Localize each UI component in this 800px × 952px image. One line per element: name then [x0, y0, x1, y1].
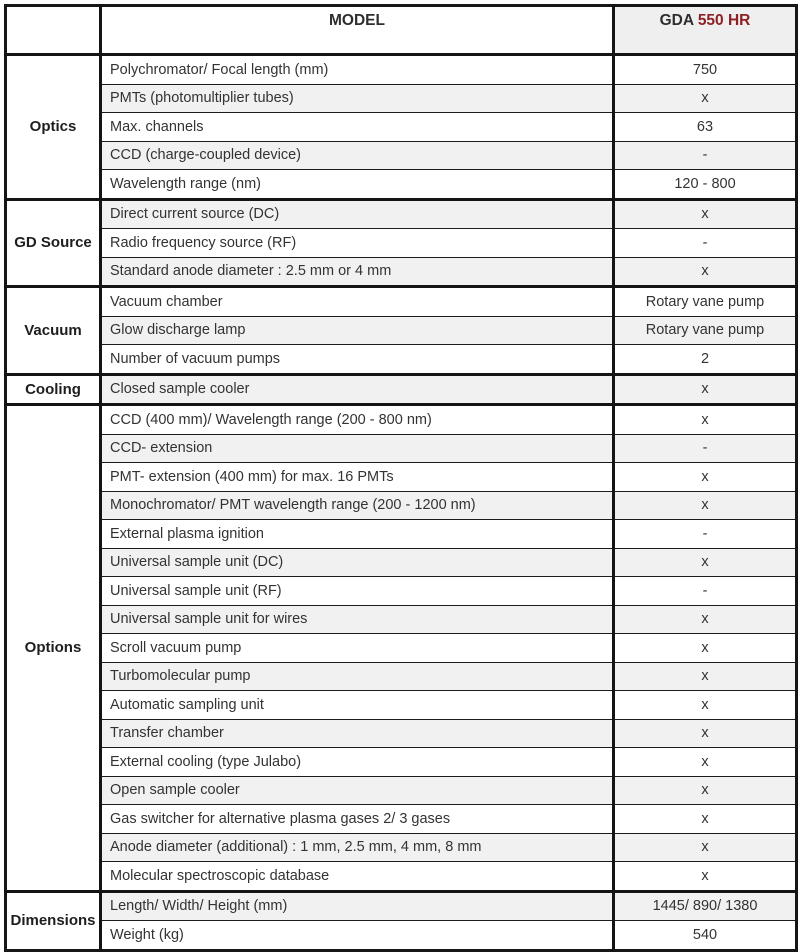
table-row — [6, 921, 797, 951]
table-row — [6, 634, 797, 663]
value-cell: x — [614, 463, 797, 492]
table-row — [6, 257, 797, 287]
value-cell: x — [614, 491, 797, 520]
table-row — [6, 229, 797, 258]
section-label-cooling: Cooling — [6, 374, 101, 405]
value-cell: x — [614, 374, 797, 405]
value-cell: 2 — [614, 345, 797, 375]
param-cell: PMTs (photomultiplier tubes) — [101, 84, 614, 113]
value-cell: - — [614, 577, 797, 606]
table-row — [6, 345, 797, 375]
param-cell: Max. channels — [101, 113, 614, 142]
corner-cell — [6, 6, 101, 55]
table-row — [6, 577, 797, 606]
value-cell: x — [614, 719, 797, 748]
value-cell: x — [614, 776, 797, 805]
table-row — [6, 287, 797, 317]
value-cell: x — [614, 691, 797, 720]
value-cell: x — [614, 84, 797, 113]
param-cell: CCD (400 mm)/ Wavelength range (200 - 800 nm) — [101, 405, 614, 435]
param-cell: Open sample cooler — [101, 776, 614, 805]
table-row — [6, 463, 797, 492]
param-cell: Vacuum chamber — [101, 287, 614, 317]
value-cell: x — [614, 634, 797, 663]
param-cell: Closed sample cooler — [101, 374, 614, 405]
table-row — [6, 805, 797, 834]
value-cell: x — [614, 548, 797, 577]
section-label-gd-source: GD Source — [6, 199, 101, 287]
table-row — [6, 434, 797, 463]
value-cell: - — [614, 434, 797, 463]
param-cell: Transfer chamber — [101, 719, 614, 748]
table-row — [6, 374, 797, 405]
table-row — [6, 84, 797, 113]
table-row — [6, 662, 797, 691]
param-cell: Universal sample unit (DC) — [101, 548, 614, 577]
section-label-optics: Optics — [6, 55, 101, 200]
param-cell: Molecular spectroscopic database — [101, 862, 614, 892]
param-cell: Gas switcher for alternative plasma gases 2/ 3 gases — [101, 805, 614, 834]
product-prefix: GDA — [659, 12, 698, 29]
section-label-dimensions: Dimensions — [6, 891, 101, 950]
param-cell: Number of vacuum pumps — [101, 345, 614, 375]
value-cell: 63 — [614, 113, 797, 142]
param-cell: Universal sample unit (RF) — [101, 577, 614, 606]
param-cell: Standard anode diameter : 2.5 mm or 4 mm — [101, 257, 614, 287]
param-cell: Automatic sampling unit — [101, 691, 614, 720]
value-cell: 540 — [614, 921, 797, 951]
table-row — [6, 316, 797, 345]
value-cell: x — [614, 748, 797, 777]
table-row — [6, 862, 797, 892]
table-row — [6, 199, 797, 229]
value-cell: 750 — [614, 55, 797, 85]
param-cell: Wavelength range (nm) — [101, 170, 614, 200]
value-cell: x — [614, 862, 797, 892]
table-row — [6, 719, 797, 748]
spec-table — [4, 4, 798, 952]
value-cell: x — [614, 833, 797, 862]
param-cell: CCD (charge-coupled device) — [101, 141, 614, 170]
section-label-vacuum: Vacuum — [6, 287, 101, 375]
table-row — [6, 170, 797, 200]
model-header: MODEL — [101, 6, 614, 55]
param-cell: External plasma ignition — [101, 520, 614, 549]
value-cell: 120 - 800 — [614, 170, 797, 200]
value-cell: 1445/ 890/ 1380 — [614, 891, 797, 921]
param-cell: Universal sample unit for wires — [101, 605, 614, 634]
table-row — [6, 548, 797, 577]
value-cell: Rotary vane pump — [614, 287, 797, 317]
param-cell: Scroll vacuum pump — [101, 634, 614, 663]
param-cell: Length/ Width/ Height (mm) — [101, 891, 614, 921]
table-row — [6, 776, 797, 805]
table-row — [6, 141, 797, 170]
param-cell: Direct current source (DC) — [101, 199, 614, 229]
param-cell: Glow discharge lamp — [101, 316, 614, 345]
table-row — [6, 605, 797, 634]
param-cell: Turbomolecular pump — [101, 662, 614, 691]
section-label-options: Options — [6, 405, 101, 892]
param-cell: Polychromator/ Focal length (mm) — [101, 55, 614, 85]
value-cell: Rotary vane pump — [614, 316, 797, 345]
param-cell: Anode diameter (additional) : 1 mm, 2.5 mm, 4 mm, 8 mm — [101, 833, 614, 862]
product-name — [614, 6, 797, 55]
product-suffix: 550 HR — [697, 12, 751, 29]
table-row — [6, 691, 797, 720]
table-row — [6, 833, 797, 862]
value-cell: - — [614, 229, 797, 258]
table-row — [6, 891, 797, 921]
param-cell: Monochromator/ PMT wavelength range (200 - 1200 nm) — [101, 491, 614, 520]
table-row — [6, 520, 797, 549]
param-cell: CCD- extension — [101, 434, 614, 463]
value-cell: x — [614, 805, 797, 834]
param-cell: Radio frequency source (RF) — [101, 229, 614, 258]
table-row — [6, 491, 797, 520]
table-row — [6, 113, 797, 142]
table-row — [6, 748, 797, 777]
param-cell: External cooling (type Julabo) — [101, 748, 614, 777]
value-cell: x — [614, 662, 797, 691]
table-row — [6, 55, 797, 85]
table-row — [6, 405, 797, 435]
param-cell: PMT- extension (400 mm) for max. 16 PMTs — [101, 463, 614, 492]
value-cell: x — [614, 199, 797, 229]
value-cell: x — [614, 605, 797, 634]
value-cell: x — [614, 405, 797, 435]
value-cell: - — [614, 141, 797, 170]
header-row — [6, 6, 797, 55]
param-cell: Weight (kg) — [101, 921, 614, 951]
value-cell: - — [614, 520, 797, 549]
value-cell: x — [614, 257, 797, 287]
